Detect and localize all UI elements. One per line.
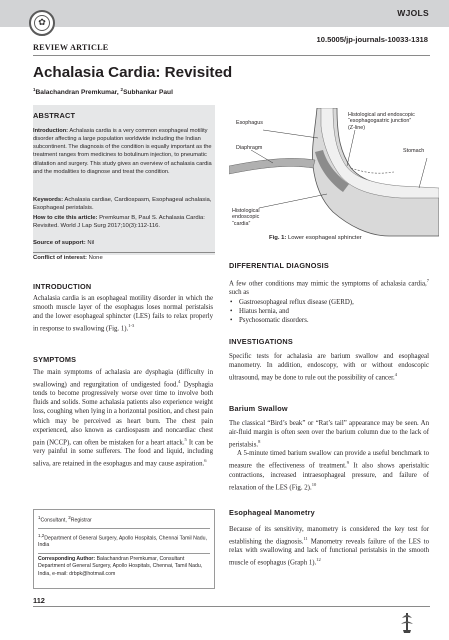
conflict-of-interest (33, 255, 103, 261)
corresponding-author (38, 556, 210, 578)
authors: $^1$Balachandran Premkumar, $^2$Subhankar Paul (33, 87, 173, 97)
caption-text: Lower esophageal sphincter (286, 235, 362, 241)
differential-text (229, 276, 429, 297)
list-item: • Gastroesophageal reflux disease (GERD), (229, 298, 429, 307)
barium-heading: Barium Swallow (229, 404, 288, 413)
list-item: • Hiatus hernia, and (229, 307, 429, 316)
affiliation-rule (38, 528, 210, 529)
label-cardia (232, 208, 260, 227)
citation-sup: 4 (394, 372, 397, 378)
barium-body: It also shows aperistaltic contractions, increased intraesophageal pressure, and failure of relaxation of the LES (Fig. 2). (229, 462, 430, 492)
diaphragm-shape (229, 158, 315, 174)
manometry-heading: Esophageal Manometry (229, 508, 315, 517)
cardia-line: Histological (232, 208, 260, 214)
citation-sup: 1-3 (128, 323, 135, 329)
cardia-line: “cardia” (232, 220, 251, 227)
citation-sup: 11 (303, 536, 308, 542)
manometry-text (229, 525, 429, 568)
symptoms-body: The main symptoms of achalasia are dysphagia (difficulty in swallowing) and regurgitation of undigested food. (33, 369, 213, 389)
journal-name: WJOLS (397, 8, 429, 18)
coi-label: Conflict of interest: (33, 255, 87, 261)
junction-line: Histological and endoscopic (348, 112, 415, 118)
department (38, 532, 210, 550)
author-roles (38, 514, 210, 525)
author-name: Balachandran Premkumar (35, 89, 117, 97)
symptoms-body: It can be very painful in some sufferers. The food and liquid, including saliva, are retained in the esophagus and may cause aspiration. (33, 438, 213, 468)
junction-line: (Z-line) (348, 124, 366, 131)
abstract-text (33, 127, 212, 176)
cite-text: Premkumar B, Paul S. Achalasia Cardia: Revisited. World J Lap Surg 2017;10(3):112-116. (33, 215, 205, 230)
introduction-text (33, 294, 213, 333)
symptoms-text (33, 368, 213, 468)
barium-body: A 5-minute timed barium swallow can provide a useful benchmark to measure the effectiveness of treatment. (229, 450, 429, 470)
citation-sup: 5 (184, 436, 187, 442)
label-diaphragm: Diaphragm (236, 145, 263, 151)
differential-body: A few other conditions may mimic the symptoms of achalasia cardia, (229, 280, 427, 288)
author-sup: 1 (33, 87, 36, 92)
citation-sup: 4 (178, 379, 181, 385)
role-text: Consultant, (40, 517, 69, 524)
differential-heading: DIFFERENTIAL DIAGNOSIS (229, 261, 329, 270)
cite-label: How to cite this article: (33, 215, 98, 221)
symptoms-heading: SYMPTOMS (33, 355, 77, 364)
abstract-label: Introduction: (33, 128, 69, 134)
meta-rule (33, 252, 215, 253)
cardia-line: endoscopic (232, 214, 260, 221)
source-of-support (33, 240, 94, 246)
label-esophagus: Esophagus (236, 120, 263, 126)
stomach-leader (419, 158, 427, 188)
differential-body: such as (229, 289, 249, 297)
citation-sup: 8 (258, 439, 261, 445)
abstract-heading: ABSTRACT (33, 111, 76, 120)
header-rule (33, 55, 430, 56)
junction-leader (347, 130, 355, 166)
figure-caption (269, 235, 362, 241)
footer-rule (33, 606, 430, 607)
keywords-text: Achalasia cardiae, Cardiospasm, Esophageal achalasia, Esophageal peristalsis. (33, 197, 212, 212)
article-type: REVIEW ARTICLE (33, 43, 109, 52)
barium-body: The classical “Bird’s beak” or “Rat’s tail” appearance may be seen. An air-fluid margin is often seen over the barium column due to the lack of peristalsis. (229, 420, 429, 449)
esophagus-leader (263, 130, 318, 138)
manometry-body: Manometry reveals failure of the LES to relax with swallowing and lack of functional peristalsis in the smooth muscle of esophagus (Graph 1). (229, 538, 429, 567)
role-sup: 1 (38, 515, 41, 520)
label-junction (348, 112, 415, 131)
keywords-label: Keywords: (33, 197, 64, 203)
source-label: Source of support: (33, 240, 86, 246)
caption-label: Fig. 1: (269, 235, 287, 241)
role-text: Registrar (70, 517, 92, 524)
z-line-marker (351, 168, 394, 173)
differential-list (229, 298, 429, 325)
investigations-text (229, 352, 429, 382)
dept-text: Department of General Surgery, Apollo Hospitals, Chennai Tamil Nadu, India (38, 535, 207, 549)
source-text: Nil (85, 240, 95, 246)
coi-text: None (87, 255, 103, 261)
keywords (33, 196, 213, 212)
label-stomach: Stomach (403, 148, 425, 154)
citation-sup: 12 (316, 557, 321, 563)
author-name: Subhankar Paul (123, 89, 173, 97)
journal-mark-icon (398, 610, 416, 634)
doi: 10.5005/jp-journals-10033-1318 (316, 35, 428, 44)
corr-label: Corresponding Author: (38, 556, 96, 563)
citation-sup: 9 (346, 460, 349, 466)
citation-sup: 6 (204, 457, 207, 463)
junction-line: “esophagogastric junction” (348, 118, 412, 125)
journal-seal-icon: ✿ (29, 10, 55, 36)
dept-sup: 1,2 (38, 532, 45, 538)
affiliation-rule (38, 553, 210, 554)
affiliations-box (33, 509, 215, 589)
symptoms-body: Dysphagia tends to become progressively worse over time to involve both fluids and solids. Some achalasia patients also experience weight loss, coughing when lying in a horizontal position, and chest pain which may be perceived as heart burn. The chest pain experienced, also known as cardiospasm and noncardiac chest pain (NCCP), can often be mistaken for a heart attack. (33, 381, 213, 446)
role-sup: 2 (68, 515, 71, 520)
citation-sup: 7 (426, 278, 429, 283)
how-to-cite (33, 214, 213, 230)
investigations-heading: INVESTIGATIONS (229, 337, 293, 346)
citation-sup: 10 (311, 481, 317, 487)
introduction-body: Achalasia cardia is an esophageal motility disorder in which the smooth muscle layer of the esophagus loses normal peristalsis and the lower esophageal sphincter (LES) fails to relax properly in response to swallowing (Fig. 1). (33, 295, 213, 333)
cardia-leader (259, 194, 327, 208)
corr-text: Balachandran Premkumar, Consultant Department of General Surgery, Apollo Hospitals, Chennai, Tamil Nadu, India, e-mail: drbpk@hotmail.com (38, 556, 203, 577)
manometry-body: Because of its sensitivity, manometry is considered the key test for establishing the diagnosis. (229, 526, 429, 546)
article-title: Achalasia Cardia: Revisited (33, 64, 233, 81)
introduction-heading: INTRODUCTION (33, 282, 92, 291)
barium-text (229, 419, 429, 492)
list-item: • Psychosomatic disorders. (229, 316, 429, 325)
page-number: 112 (33, 596, 45, 605)
author-sup: 2 (120, 87, 124, 92)
investigations-body: Specific tests for achalasia are barium swallow and esophageal manometry. In addition, endoscopy, with or without endoscopic ultrasound, may be done to rule out the possibility of cancer. (229, 353, 429, 382)
header-band (0, 0, 449, 27)
abstract-body: Achalasia cardia is a very common esophageal motility disorder affecting a large population worldwide including the Indian subcontinent. The diagnosis of the condition is equally important as the treatment ranges from medicines to botulinum injection, to pneumatic dilatation and surgery. This study gives an overview of achalasia cardia and the modalities to diagnose and treat the condition. (33, 128, 212, 175)
